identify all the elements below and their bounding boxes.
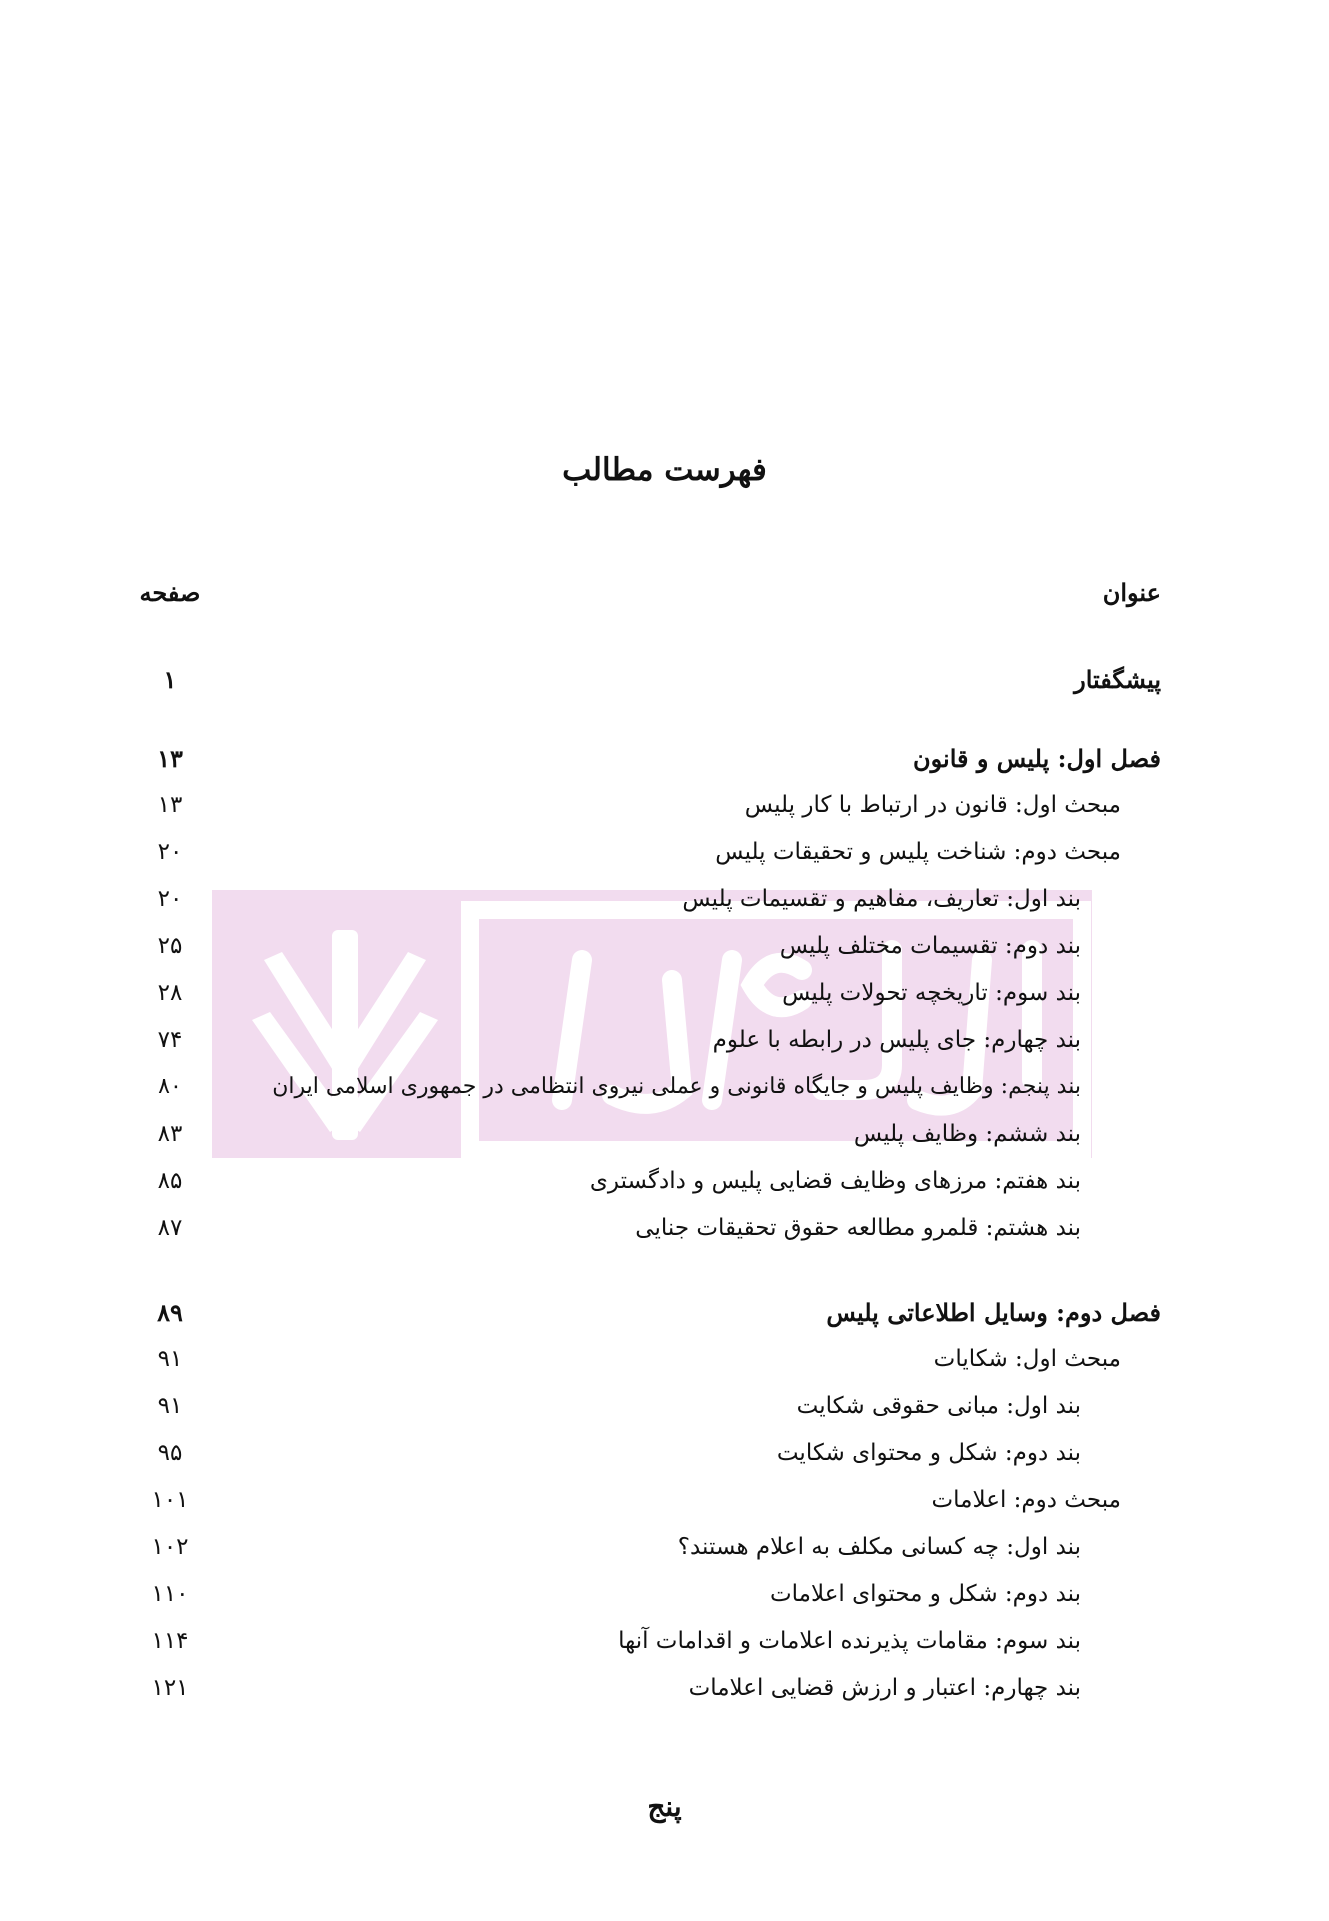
toc-entry-page: ۱۲۱	[151, 1675, 189, 1701]
toc-entry[interactable]	[0, 1121, 1329, 1161]
toc-header-page: صفحه	[139, 578, 201, 607]
toc-entry-page: ۸۷	[157, 1215, 183, 1241]
watermark-logo	[212, 890, 1092, 1158]
toc-entry-title: مبحث دوم: شناخت پلیس و تحقیقات پلیس	[715, 839, 1121, 865]
toc-entry-title: بند چهارم: اعتبار و ارزش قضایی اعلامات	[688, 1675, 1081, 1701]
toc-entry[interactable]	[0, 886, 1329, 926]
toc-entry[interactable]	[0, 1534, 1329, 1574]
toc-entry[interactable]	[0, 980, 1329, 1020]
toc-entry-page: ۹۵	[157, 1440, 183, 1466]
page-title: فهرست مطالب	[562, 452, 767, 488]
toc-entry[interactable]	[0, 1168, 1329, 1208]
toc-entry[interactable]	[0, 1581, 1329, 1621]
toc-entry[interactable]	[0, 1215, 1329, 1255]
toc-entry-title: بند اول: مبانی حقوقی شکایت	[796, 1393, 1081, 1419]
toc-entry[interactable]	[0, 1298, 1329, 1338]
toc-entry[interactable]	[0, 1393, 1329, 1433]
toc-entry-page: ۱۳	[157, 744, 183, 773]
toc-entry[interactable]	[0, 1346, 1329, 1386]
toc-entry-title: فصل اول: پلیس و قانون	[913, 744, 1161, 773]
toc-entry-page: ۸۵	[157, 1168, 183, 1194]
toc-entry[interactable]	[0, 665, 1329, 705]
toc-entry-page: ۲۰	[157, 886, 183, 912]
toc-entry-page: ۲۸	[157, 980, 183, 1006]
toc-entry[interactable]	[0, 839, 1329, 879]
toc-entry-page: ۲۵	[157, 933, 183, 959]
toc-entry-title: بند اول: چه کسانی مکلف به اعلام هستند؟	[677, 1534, 1081, 1560]
toc-entry-title: بند هشتم: قلمرو مطالعه حقوق تحقیقات جنایی	[635, 1215, 1081, 1241]
toc-entry-title: بند دوم: شکل و محتوای شکایت	[776, 1440, 1081, 1466]
toc-entry-page: ۲۰	[157, 839, 183, 865]
toc-header	[0, 578, 1329, 618]
toc-entry-page: ۷۴	[157, 1027, 183, 1053]
toc-entry-title: بند سوم: تاریخچه تحولات پلیس	[782, 980, 1081, 1006]
toc-entry[interactable]	[0, 1628, 1329, 1668]
toc-entry-title: بند پنجم: وظایف پلیس و جایگاه قانونی و عملی نیروی انتظامی در جمهوری اسلامی ایران	[272, 1074, 1081, 1099]
page-number: پنج	[647, 1790, 682, 1823]
toc-entry-page: ۱۱۰	[151, 1581, 189, 1607]
toc-entry-page: ۱	[163, 665, 177, 694]
toc-entry-title: مبحث دوم: اعلامات	[931, 1487, 1121, 1513]
toc-entry-title: بند دوم: تقسیمات مختلف پلیس	[779, 933, 1081, 959]
toc-entry-title: فصل دوم: وسایل اطلاعاتی پلیس	[826, 1298, 1161, 1327]
toc-entry[interactable]	[0, 1027, 1329, 1067]
toc-entry[interactable]	[0, 1440, 1329, 1480]
toc-entry-title: مبحث اول: شکایات	[933, 1346, 1121, 1372]
toc-entry[interactable]	[0, 1675, 1329, 1715]
toc-entry-title: بند اول: تعاریف، مفاهیم و تقسیمات پلیس	[682, 886, 1081, 912]
toc-entry-page: ۸۹	[157, 1298, 183, 1327]
toc-entry-page: ۹۱	[157, 1393, 183, 1419]
toc-entry-page: ۹۱	[157, 1346, 183, 1372]
toc-entry[interactable]	[0, 792, 1329, 832]
toc-entry[interactable]	[0, 1487, 1329, 1527]
toc-entry-page: ۱۳	[157, 792, 183, 818]
toc-entry-page: ۸۰	[158, 1074, 182, 1099]
toc-entry[interactable]	[0, 744, 1329, 784]
toc-entry-page: ۱۰۲	[151, 1534, 189, 1560]
toc-header-title: عنوان	[1102, 578, 1161, 607]
toc-entry-title: بند سوم: مقامات پذیرنده اعلامات و اقدامات آنها	[618, 1628, 1081, 1654]
toc-entry-page: ۱۱۴	[151, 1628, 189, 1654]
toc-entry-page: ۱۰۱	[151, 1487, 189, 1513]
toc-entry-title: مبحث اول: قانون در ارتباط با کار پلیس	[744, 792, 1121, 818]
toc-entry-title: بند چهارم: جای پلیس در رابطه با علوم	[712, 1027, 1081, 1053]
watermark-emblem-icon	[212, 890, 1092, 1158]
toc-entry-title: بند ششم: وظایف پلیس	[853, 1121, 1081, 1147]
toc-entry[interactable]	[0, 933, 1329, 973]
toc-entry-title: پیشگفتار	[1074, 665, 1161, 694]
toc-entry-page: ۸۳	[157, 1121, 183, 1147]
toc-entry[interactable]	[0, 1074, 1329, 1114]
toc-entry-title: بند دوم: شکل و محتوای اعلامات	[769, 1581, 1081, 1607]
toc-entry-title: بند هفتم: مرزهای وظایف قضایی پلیس و دادگستری	[589, 1168, 1081, 1194]
